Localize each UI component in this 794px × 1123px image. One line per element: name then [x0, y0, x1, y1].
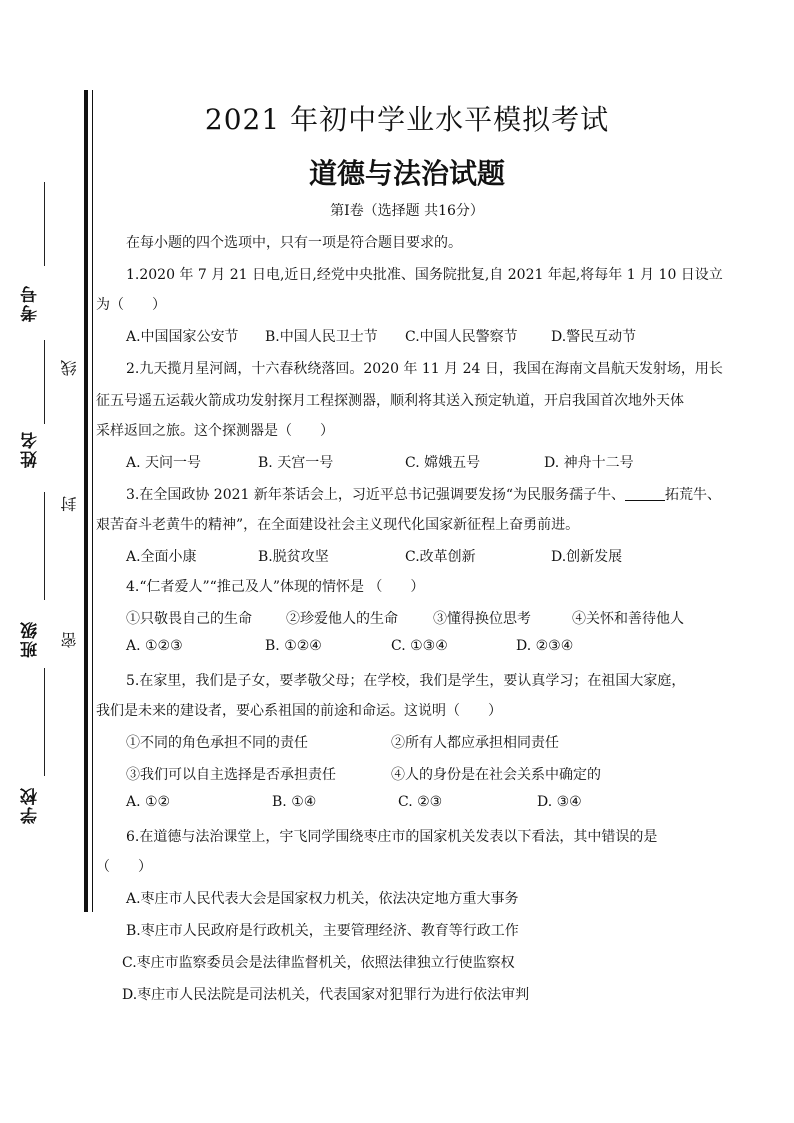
q1-option-b: B.中国人民卫士节: [265, 329, 378, 345]
q3-option-a: A.全面小康: [126, 549, 197, 565]
q4-statement-3: ③懂得换位思考: [433, 611, 531, 627]
exam-title: 2021 年初中学业水平模拟考试: [204, 103, 610, 136]
q3-stem-after-blank: 拓荒牛、: [665, 487, 722, 503]
q2-option-b: B. 天宫一号: [258, 455, 334, 471]
q2-option-a: A. 天问一号: [126, 455, 202, 471]
q3-stem-before-blank: 3.在全国政协 2021 新年茶话会上，习近平总书记强调要发扬“为民服务孺子牛、: [126, 487, 626, 503]
school-line: [44, 668, 45, 776]
q1-stem-line2: 为（ ）: [96, 297, 166, 313]
q5-statement-2: ②所有人都应承担相同责任: [391, 735, 559, 751]
q4-stem: 4.“仁者爱人”“推己及人”体现的情怀是 （ ）: [126, 579, 425, 595]
q3-option-b: B.脱贫攻坚: [258, 549, 329, 565]
class-line: [44, 492, 45, 600]
q6-option-b: B.枣庄市人民政府是行政机关，主要管理经济、教育等行政工作: [126, 923, 519, 939]
q2-option-c: C. 嫦娥五号: [405, 455, 481, 471]
seal-secret-char: 密: [60, 632, 79, 648]
q5-option-c: C. ②③: [398, 794, 443, 810]
q5-statement-4: ④人的身份是在社会关系中确定的: [391, 767, 601, 783]
part-heading: 第Ⅰ卷（选择题 共16分）: [330, 203, 484, 219]
q2-stem-line2: 征五号遥五运载火箭成功发射探月工程探测器，顺利将其送入预定轨道，开启我国首次地外天体: [96, 393, 684, 409]
q4-statement-1: ①只敬畏自己的生命: [126, 611, 252, 627]
exam-subtitle: 道德与法治试题: [308, 157, 505, 190]
q6-option-d: D.枣庄市人民法院是司法机关，代表国家对犯罪行为进行依法审判: [122, 987, 530, 1003]
q3-option-d: D.创新发展: [551, 549, 623, 565]
q1-option-d: D.警民互动节: [551, 329, 637, 345]
q5-stem-line2: 我们是未来的建设者，要心系祖国的前途和命运。这说明（ ）: [96, 703, 502, 719]
school-label: 学校: [21, 786, 41, 824]
q3-stem-line2: 艰苦奋斗老黄牛的精神”，在全面建设社会主义现代化国家新征程上奋勇前进。: [96, 517, 580, 533]
q3-blank: [625, 486, 665, 501]
name-line: [44, 340, 45, 424]
q3-stem-line1: [126, 484, 721, 504]
q5-option-d: D. ③④: [537, 794, 582, 810]
q2-stem-line3: 采样返回之旅。这个探测器是（ ）: [96, 423, 334, 439]
q6-option-c: C.枣庄市监察委员会是法律监督机关，依照法律独立行使监察权: [122, 955, 515, 971]
q4-statement-4: ④关怀和善待他人: [572, 611, 684, 627]
seal-seal-char: 封: [60, 496, 79, 512]
instruction: 在每小题的四个选项中，只有一项是符合题目要求的。: [126, 235, 462, 251]
q2-option-d: D. 神舟十二号: [544, 455, 634, 471]
q5-stem-line1: 5.在家里，我们是子女，要孝敬父母；在学校，我们是学生，要认真学习；在祖国大家庭，: [126, 673, 686, 689]
q6-option-a: A.枣庄市人民代表大会是国家权力机关，依法决定地方重大事务: [126, 891, 519, 907]
exam-number-label: 考号: [21, 284, 41, 322]
name-label: 姓名: [21, 430, 41, 468]
q5-option-a: A. ①②: [126, 794, 171, 810]
q5-option-b: B. ①④: [272, 794, 317, 810]
q2-stem-line1: 2.九天揽月星河阔，十六春秋绕落回。2020 年 11 月 24 日，我国在海南文昌航天发射场，用长: [126, 361, 723, 377]
q5-statement-3: ③我们可以自主选择是否承担责任: [126, 767, 336, 783]
q6-stem-line1: 6.在道德与法治课堂上，宇飞同学围绕枣庄市的国家机关发表以下看法，其中错误的是: [126, 829, 658, 845]
q3-option-c: C.改革创新: [405, 549, 476, 565]
q4-statement-2: ②珍爱他人的生命: [286, 611, 398, 627]
q1-option-a: A.中国国家公安节: [126, 329, 239, 345]
q1-option-c: C.中国人民警察节: [405, 329, 518, 345]
q6-stem-line2: （ ）: [96, 859, 152, 875]
seal-line-char: 线: [60, 360, 79, 376]
q1-stem-line1: 1.2020 年 7 月 21 日电,近日,经党中央批准、国务院批复,自 2021 年起,将每年 1 月 10 日设立: [126, 267, 723, 283]
q5-statement-1: ①不同的角色承担不同的责任: [126, 735, 308, 751]
exam-number-line: [44, 182, 45, 266]
q4-option-d: D. ②③④: [516, 638, 574, 654]
q4-option-a: A. ①②③: [126, 638, 183, 654]
q4-option-b: B. ①②④: [265, 638, 322, 654]
q4-option-c: C. ①③④: [391, 638, 448, 654]
class-label: 班级: [21, 620, 41, 658]
